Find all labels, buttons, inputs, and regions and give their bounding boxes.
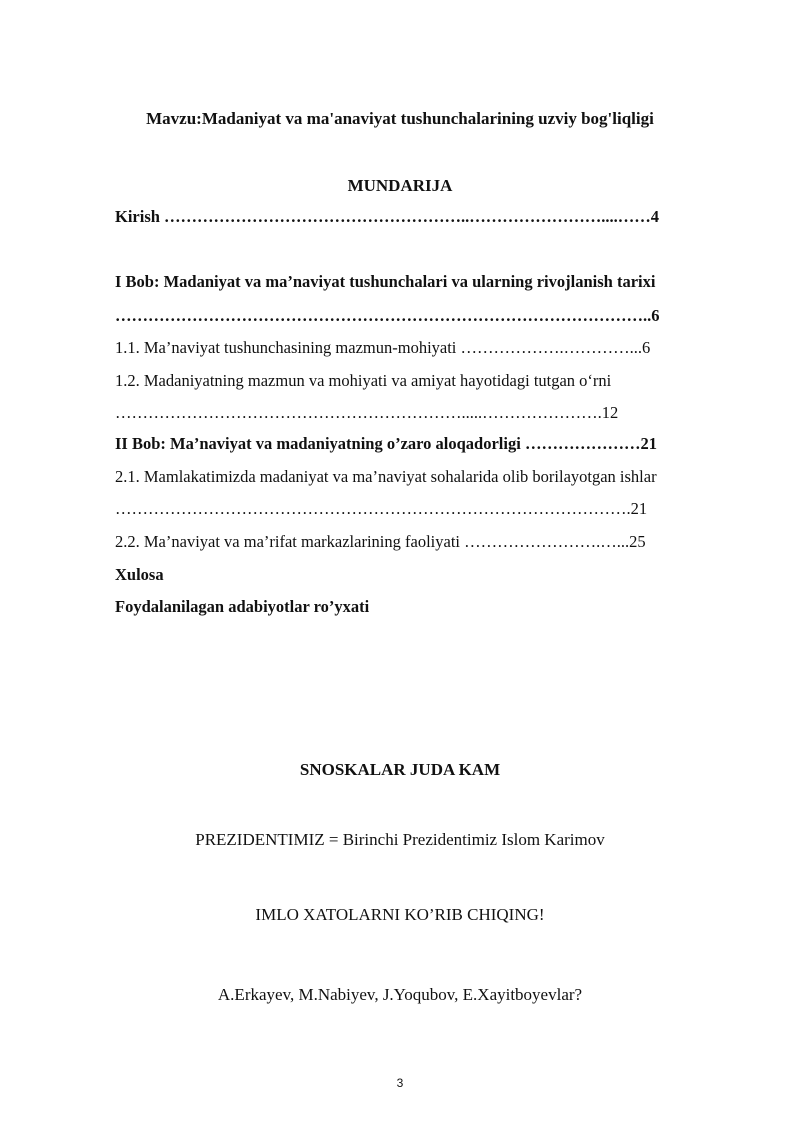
- page-number: 3: [396, 1076, 404, 1090]
- toc-entry-section-2-1-title: 2.1. Mamlakatimizda madaniyat va ma’naviyat sohalarida olib borilayotgan ishlar: [115, 467, 657, 486]
- toc-entry-kirish: Kirish ………………………………………………..……………………....……4: [115, 207, 660, 226]
- toc-entry-bibliography: Foydalanilagan adabiyotlar ro’yxati: [115, 597, 370, 616]
- authors-remark: A.Erkayev, M.Nabiyev, J.Yoqubov, E.Xayitboyevlar?: [217, 985, 583, 1004]
- toc-entry-section-2-1-dots: ………………………………………………………………………………….21: [115, 499, 648, 518]
- contents-heading: MUNDARIJA: [347, 176, 453, 195]
- toc-entry-xulosa: Xulosa: [115, 565, 164, 584]
- toc-entry-section-1-1: 1.1. Ma’naviyat tushunchasining mazmun-mohiyati ……………….…………...6: [115, 338, 651, 357]
- toc-entry-section-1-2-title: 1.2. Madaniyatning mazmun va mohiyati va amiyat hayotidagi tutgan o‘rni: [115, 371, 612, 390]
- spelling-remark: IMLO XATOLARNI KO’RIB CHIQING!: [255, 905, 545, 924]
- toc-entry-section-1-2-dots: ……………………………………………………….....………………….12: [115, 403, 619, 422]
- footnotes-remark: SNOSKALAR JUDA KAM: [299, 760, 501, 779]
- toc-entry-section-2-2: 2.2. Ma’naviyat va ma’rifat markazlarining faoliyati …………………….…...25: [115, 532, 646, 551]
- document-title: Mavzu:Madaniyat va ma'anaviyat tushunchalarining uzviy bog'liqligi: [146, 109, 654, 128]
- toc-entry-chapter-2: II Bob: Ma’naviyat va madaniyatning o’zaro aloqadorligi …………………21: [115, 434, 657, 453]
- toc-entry-chapter-1-title: I Bob: Madaniyat va ma’naviyat tushunchalari va ularning rivojlanish tarixi: [115, 272, 656, 291]
- president-remark: PREZIDENTIMIZ = Birinchi Prezidentimiz Islom Karimov: [195, 830, 605, 849]
- toc-entry-chapter-1-dots: ……………………………………………………………………………………..6: [115, 306, 660, 325]
